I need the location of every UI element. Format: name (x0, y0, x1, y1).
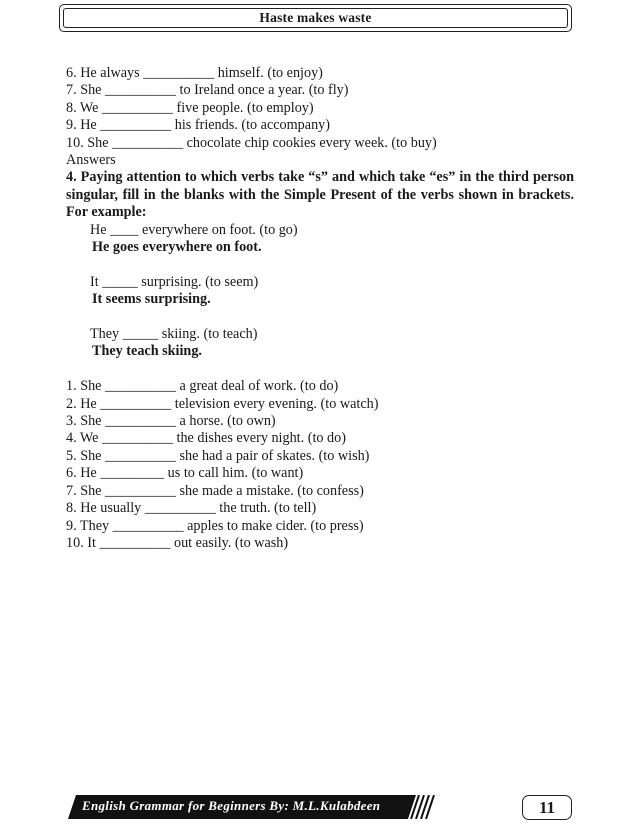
exercise-line: 9. They __________ apples to make cider. (to press) (66, 517, 364, 534)
page-content (66, 65, 574, 552)
exercise-line: 4. We __________ the dishes every night. (to do) (66, 430, 346, 447)
example-answer: They teach skiing. (92, 343, 202, 360)
exercise-line: 1. She __________ a great deal of work. (to do) (66, 378, 339, 395)
spacer (66, 256, 574, 273)
exercise-line: 10. It __________ out easily. (to wash) (66, 534, 289, 551)
exercise-line: 8. He usually __________ the truth. (to tell) (66, 500, 317, 517)
exercise-line: 3. She __________ a horse. (to own) (66, 413, 276, 430)
header-inner-frame (63, 8, 568, 28)
page-number: 11 (522, 795, 572, 820)
exercise-line: 10. She __________ chocolate chip cookies every week. (to buy) (66, 134, 437, 151)
example-question: It _____ surprising. (to seem) (90, 273, 259, 290)
page-title: Haste makes waste (259, 10, 372, 25)
exercise-line: 5. She __________ she had a pair of skates. (to wish) (66, 447, 370, 464)
answers-label: Answers (66, 152, 116, 169)
example-answer: It seems surprising. (92, 291, 211, 308)
exercise-line: 6. He always __________ himself. (to enjoy) (66, 65, 323, 81)
exercise-line: 8. We __________ five people. (to employ) (66, 99, 314, 116)
exercise-4-instruction: 4. Paying attention to which verbs take “s” and which take “es” in the third person singular, fill in the blanks with the Simple Present of the verbs shown in brackets. For example: (66, 169, 574, 221)
exercise-line: 2. He __________ television every evening. (to watch) (66, 395, 379, 412)
header-frame (59, 4, 572, 32)
exercise-line: 6. He _________ us to call him. (to want) (66, 465, 304, 482)
exercise-line: 7. She __________ to Ireland once a year. (to fly) (66, 82, 349, 99)
spacer (66, 361, 574, 378)
spacer (66, 309, 574, 326)
exercise-line: 7. She __________ she made a mistake. (to confess) (66, 482, 364, 499)
example-answer: He goes everywhere on foot. (92, 239, 262, 256)
example-question: He ____ everywhere on foot. (to go) (90, 221, 298, 238)
exercise-line: 9. He __________ his friends. (to accompany) (66, 117, 330, 134)
example-question: They _____ skiing. (to teach) (90, 326, 258, 343)
footer-text: English Grammar for Beginners By: M.L.Kulabdeen (82, 798, 381, 813)
